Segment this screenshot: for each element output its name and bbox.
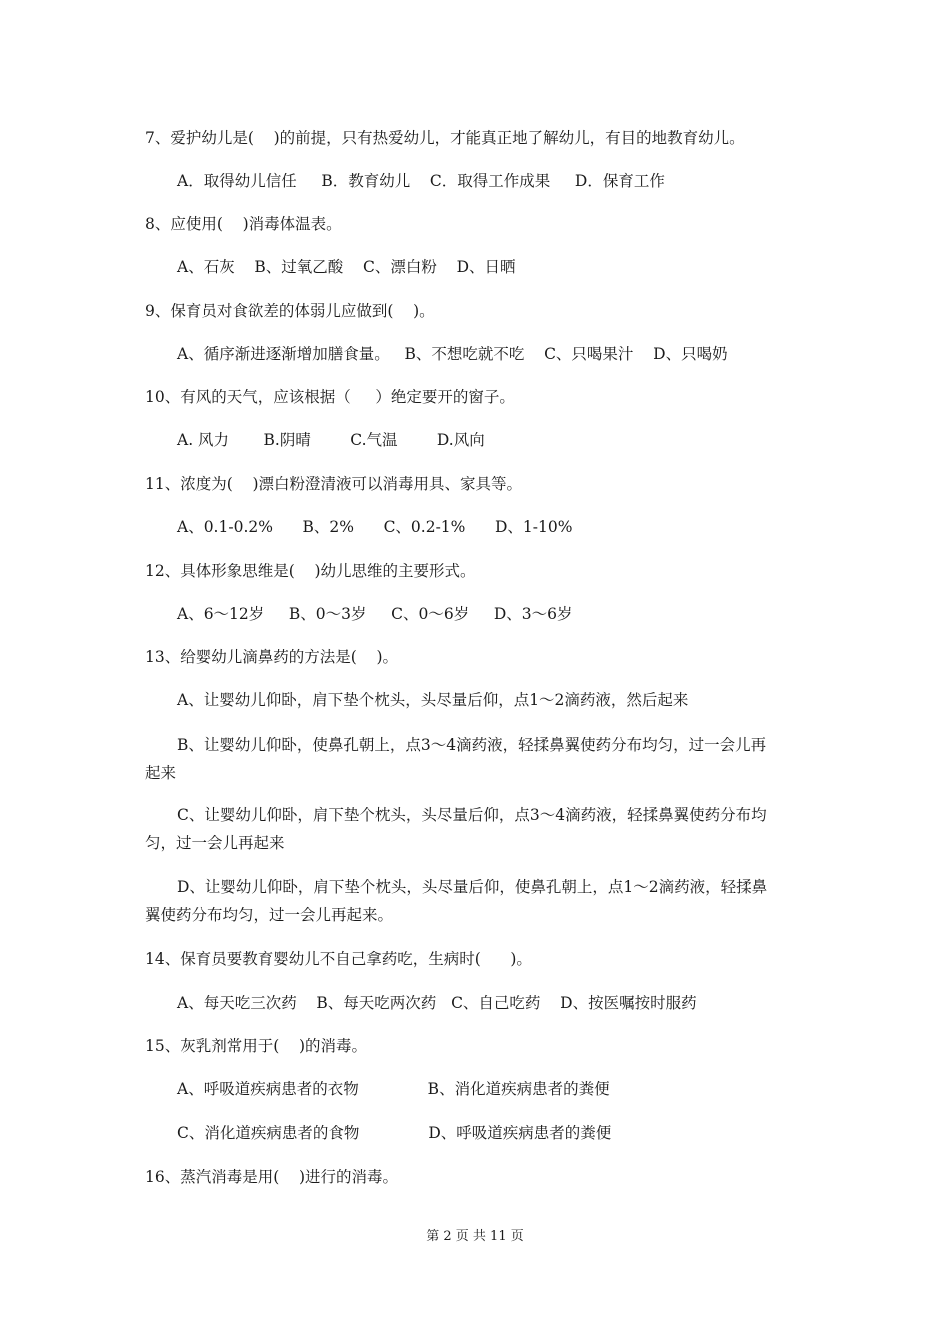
question-15-options-row-1: A、呼吸道疾病患者的衣物 B、消化道疾病患者的粪便 [177,1080,610,1098]
question-13-option-c-continued: 匀，过一会儿再起来 [145,834,285,852]
question-7-options: A．取得幼儿信任 B．教育幼儿 C．取得工作成果 D．保育工作 [177,172,665,190]
question-13-option-d-continued: 翼使药分布均匀，过一会儿再起来。 [145,906,394,924]
question-8-options: A、石灰 B、过氧乙酸 C、漂白粉 D、日晒 [177,258,516,276]
question-15-options-row-2: C、消化道疾病患者的食物 D、呼吸道疾病患者的粪便 [177,1124,612,1142]
question-12-options: A、6～12岁 B、0～3岁 C、0～6岁 D、3～6岁 [177,605,573,623]
question-13-option-d: D、让婴幼儿仰卧，肩下垫个枕头，头尽量后仰，使鼻孔朝上，点1～2滴药液，轻揉鼻 [177,878,768,896]
question-8-stem: 8、应使用( )消毒体温表。 [145,215,342,233]
question-14-options: A、每天吃三次药 B、每天吃两次药 C、自己吃药 D、按医嘱按时服药 [177,994,697,1012]
question-11-options: A、0.1-0.2% B、2% C、0.2-1% D、1-10% [177,518,573,536]
question-13-option-b: B、让婴幼儿仰卧，使鼻孔朝上，点3～4滴药液，轻揉鼻翼使药分布均匀，过一会儿再 [177,736,767,754]
question-16-stem: 16、蒸汽消毒是用( )进行的消毒。 [145,1168,399,1186]
question-13-option-c: C、让婴幼儿仰卧，肩下垫个枕头，头尽量后仰，点3～4滴药液，轻揉鼻翼使药分布均 [177,806,767,824]
question-9-options: A、循序渐进逐渐增加膳食量。 B、不想吃就不吃 C、只喝果汁 D、只喝奶 [177,345,728,363]
question-13-stem: 13、给婴幼儿滴鼻药的方法是( )。 [145,648,399,666]
question-10-options: A. 风力 B.阴晴 C.气温 D.风向 [177,431,485,449]
question-14-stem: 14、保育员要教育婴幼儿不自己拿药吃，生病时( )。 [145,950,532,968]
page-number-footer: 第 2 页 共 11 页 [426,1229,524,1244]
question-15-stem: 15、灰乳剂常用于( )的消毒。 [145,1037,368,1055]
question-11-stem: 11、浓度为( )漂白粉澄清液可以消毒用具、家具等。 [145,475,523,493]
question-13-option-b-continued: 起来 [145,764,177,782]
question-12-stem: 12、具体形象思维是( )幼儿思维的主要形式。 [145,562,476,580]
question-7-stem: 7、爱护幼儿是( )的前提，只有热爱幼儿，才能真正地了解幼儿，有目的地教育幼儿。 [145,129,745,147]
question-10-stem: 10、有风的天气，应该根据（ ）绝定要开的窗子。 [145,388,515,406]
question-9-stem: 9、保育员对食欲差的体弱儿应做到( )。 [145,302,435,320]
question-13-option-a: A、让婴幼儿仰卧，肩下垫个枕头，头尽量后仰，点1～2滴药液，然后起来 [177,691,689,709]
